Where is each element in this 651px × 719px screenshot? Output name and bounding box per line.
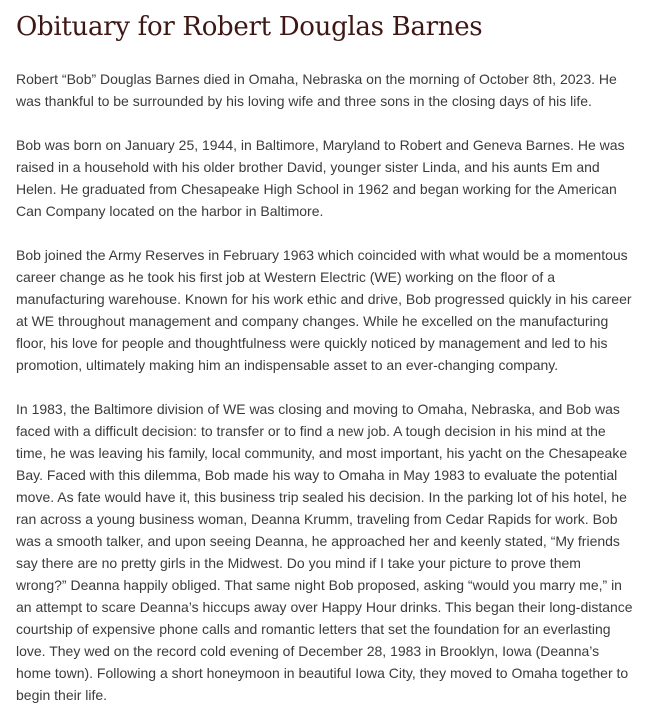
obituary-paragraph-death: Robert “Bob” Douglas Barnes died in Omaha, Nebraska on the morning of October 8th, 2023. He was thankful to be surrounded by his loving wife and three sons in the closing days of his life.: [16, 71, 617, 109]
page-title: Obituary for Robert Douglas Barnes: [16, 12, 483, 42]
obituary-body: [16, 68, 635, 706]
obituary-paragraph-career: Bob joined the Army Reserves in February 1963 which coincided with what would be a momentous career change as he took his first job at Western Electric (WE) working on the floor of a manufacturing warehouse. Known for his work ethic and drive, Bob progressed quickly in his career at WE throughout management and company changes. While he excelled on the manufacturing floor, his love for people and thoughtfulness were quickly noticed by management and led to his promotion, ultimately making him an indispensable asset to an ever-changing company.: [16, 247, 632, 373]
obituary-paragraph-early-life: Bob was born on January 25, 1944, in Baltimore, Maryland to Robert and Geneva Barnes. He was raised in a household with his older brother David, younger sister Linda, and his aunts Em and Helen. He graduated from Chesapeake High School in 1962 and began working for the American Can Company located on the harbor in Baltimore.: [16, 137, 625, 219]
obituary-paragraph-omaha-move: In 1983, the Baltimore division of WE was closing and moving to Omaha, Nebraska, and Bob was faced with a difficult decision: to transfer or to find a new job. A tough decision in his mind at the time, he was leaving his family, local community, and most important, his yacht on the Chesapeake Bay. Faced with this dilemma, Bob made his way to Omaha in May 1983 to evaluate the potential move. As fate would have it, this business trip sealed his decision. In the parking lot of his hotel, he ran across a young business woman, Deanna Krumm, traveling from Cedar Rapids for work. Bob was a smooth talker, and upon seeing Deanna, he approached her and keenly stated, “My friends say there are no pretty girls in the Midwest. Do you mind if I take your picture to prove them wrong?” Deanna happily obliged. That same night Bob proposed, asking “would you marry me,” in an attempt to scare Deanna’s hiccups away over Happy Hour drinks. This began their long-distance courtship of expensive phone calls and romantic letters that set the foundation for an everlasting love. They wed on the record cold evening of December 28, 1983 in Brooklyn, Iowa (Deanna’s home town). Following a short honeymoon in beautiful Iowa City, they moved to Omaha together to begin their life.: [16, 401, 633, 703]
